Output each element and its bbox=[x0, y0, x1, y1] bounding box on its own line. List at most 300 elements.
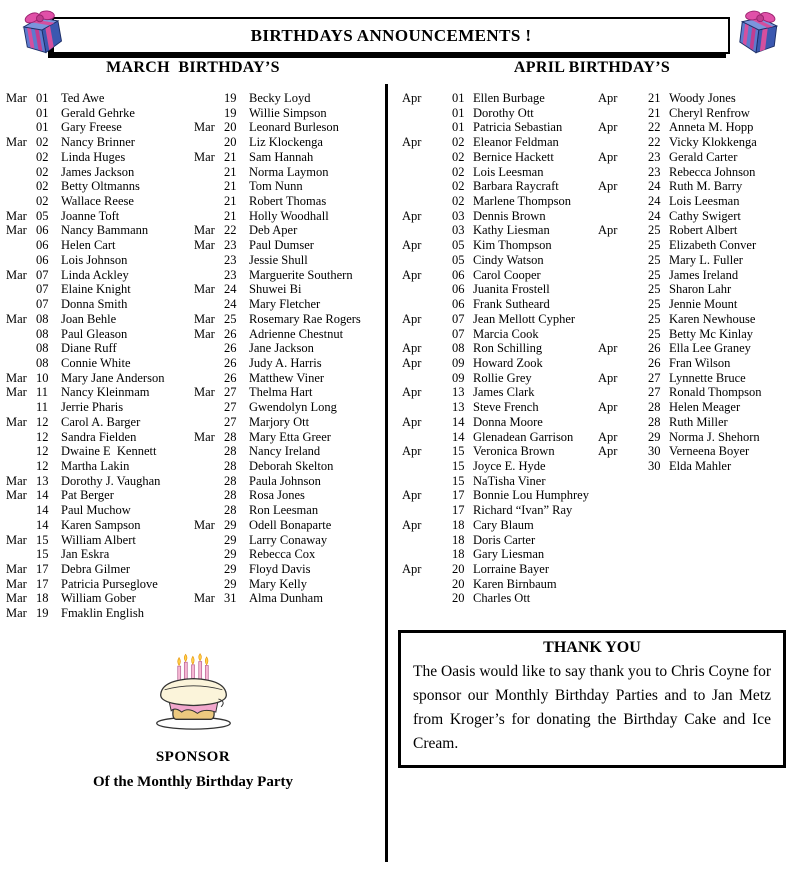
month-label bbox=[402, 253, 452, 268]
list-item bbox=[6, 209, 194, 224]
name-label: Lois Johnson bbox=[61, 252, 128, 267]
list-item bbox=[194, 444, 382, 459]
month-label bbox=[194, 253, 224, 268]
list-item bbox=[194, 474, 382, 489]
list-item bbox=[6, 400, 194, 415]
day-label: 28 bbox=[648, 400, 661, 415]
name-label: Ron Leesman bbox=[249, 503, 319, 518]
name-label: Ruth M. Barry bbox=[669, 179, 743, 194]
month-label: Mar bbox=[194, 591, 215, 606]
month-label: Apr bbox=[402, 355, 422, 370]
day-label: 25 bbox=[648, 326, 661, 341]
list-item bbox=[598, 223, 794, 238]
month-label bbox=[194, 135, 224, 150]
month-label bbox=[6, 253, 36, 268]
name-label: Gerald Gehrke bbox=[61, 105, 135, 120]
name-label: Liz Klockenga bbox=[249, 135, 323, 150]
month-label bbox=[402, 282, 452, 297]
list-item bbox=[194, 562, 382, 577]
thank-you-title: THANK YOU bbox=[543, 639, 641, 656]
list-item bbox=[402, 312, 598, 327]
name-label: Dennis Brown bbox=[473, 208, 546, 223]
month-label bbox=[194, 356, 224, 371]
name-label: Rosa Jones bbox=[249, 488, 305, 503]
day-label: 24 bbox=[648, 194, 661, 209]
name-label: Pat Berger bbox=[61, 488, 114, 503]
name-label: James Clark bbox=[473, 385, 535, 400]
day-label: 01 bbox=[452, 91, 465, 105]
day-label: 08 bbox=[36, 355, 49, 370]
month-label bbox=[402, 400, 452, 415]
list-item bbox=[402, 223, 598, 238]
name-label: Odell Bonaparte bbox=[249, 517, 332, 532]
day-label: 26 bbox=[648, 341, 661, 356]
name-label: Cindy Watson bbox=[473, 252, 544, 267]
name-label: Elizabeth Conver bbox=[669, 238, 757, 253]
list-item bbox=[194, 282, 382, 297]
month-label: Mar bbox=[194, 429, 215, 444]
day-label: 15 bbox=[452, 444, 465, 459]
list-item bbox=[402, 444, 598, 459]
list-item bbox=[6, 297, 194, 312]
name-label: Jean Mellott Cypher bbox=[473, 311, 576, 326]
month-label: Mar bbox=[6, 267, 27, 282]
month-label: Apr bbox=[402, 267, 422, 282]
name-label: Rebecca Johnson bbox=[669, 164, 756, 179]
list-item bbox=[402, 430, 598, 445]
day-label: 28 bbox=[224, 429, 237, 444]
april-list-column-2 bbox=[598, 91, 794, 606]
day-label: 24 bbox=[648, 179, 661, 194]
month-label bbox=[598, 238, 648, 253]
name-label: Mary Jane Anderson bbox=[61, 370, 165, 385]
month-label: Apr bbox=[402, 311, 422, 326]
day-label: 24 bbox=[224, 297, 237, 312]
name-label: Paul Muchow bbox=[61, 503, 131, 518]
month-label: Apr bbox=[402, 135, 422, 150]
name-label: James Jackson bbox=[61, 164, 135, 179]
month-label bbox=[598, 327, 648, 342]
title-banner bbox=[52, 17, 730, 54]
day-label: 28 bbox=[224, 503, 237, 518]
day-label: 06 bbox=[452, 282, 465, 297]
name-label: NaTisha Viner bbox=[473, 473, 546, 488]
month-label bbox=[194, 297, 224, 312]
day-label: 01 bbox=[36, 105, 49, 120]
name-label: Lois Leesman bbox=[473, 164, 544, 179]
name-label: Elda Mahler bbox=[669, 458, 732, 473]
name-label: Gary Liesman bbox=[473, 547, 545, 562]
month-label bbox=[402, 503, 452, 518]
name-label: Glenadean Garrison bbox=[473, 429, 574, 444]
thank-you-box bbox=[398, 630, 786, 768]
day-label: 06 bbox=[36, 223, 49, 238]
list-item bbox=[194, 268, 382, 283]
day-label: 29 bbox=[224, 517, 237, 532]
name-label: Rebecca Cox bbox=[249, 547, 316, 562]
month-label: Apr bbox=[598, 444, 618, 459]
day-label: 07 bbox=[36, 282, 49, 297]
month-label bbox=[402, 194, 452, 209]
month-label bbox=[194, 503, 224, 518]
name-label: Veronica Brown bbox=[473, 444, 555, 459]
list-item bbox=[402, 209, 598, 224]
list-item bbox=[194, 385, 382, 400]
list-item bbox=[598, 297, 794, 312]
day-label: 15 bbox=[36, 532, 49, 547]
day-label: 25 bbox=[648, 238, 661, 253]
day-label: 29 bbox=[648, 429, 661, 444]
month-label: Mar bbox=[6, 223, 27, 238]
day-label: 08 bbox=[36, 326, 49, 341]
day-label: 15 bbox=[452, 458, 465, 473]
name-label: Mary Kelly bbox=[249, 576, 307, 591]
month-label bbox=[6, 356, 36, 371]
list-item bbox=[402, 135, 598, 150]
name-label: Alma Dunham bbox=[249, 591, 323, 606]
day-label: 02 bbox=[36, 194, 49, 209]
month-label bbox=[6, 444, 36, 459]
day-label: 21 bbox=[224, 194, 237, 209]
month-label: Mar bbox=[194, 282, 215, 297]
day-label: 18 bbox=[452, 547, 465, 562]
name-label: Dwaine E Kennett bbox=[61, 444, 157, 459]
list-item bbox=[6, 606, 194, 621]
month-label: Apr bbox=[402, 488, 422, 503]
name-label: Sandra Fielden bbox=[61, 429, 137, 444]
name-label: Sharon Lahr bbox=[669, 282, 732, 297]
day-label: 26 bbox=[224, 341, 237, 356]
day-label: 19 bbox=[36, 606, 49, 621]
day-label: 26 bbox=[648, 355, 661, 370]
name-label: Deborah Skelton bbox=[249, 458, 334, 473]
month-label bbox=[6, 120, 36, 135]
day-label: 29 bbox=[224, 532, 237, 547]
month-label bbox=[598, 253, 648, 268]
name-label: Karen Newhouse bbox=[669, 311, 756, 326]
name-label: Norma Laymon bbox=[249, 164, 329, 179]
list-item bbox=[598, 238, 794, 253]
name-label: Norma J. Shehorn bbox=[669, 429, 760, 444]
day-label: 19 bbox=[224, 91, 237, 105]
name-label: Marguerite Southern bbox=[249, 267, 353, 282]
name-label: Leonard Burleson bbox=[249, 120, 339, 135]
day-label: 23 bbox=[648, 164, 661, 179]
month-label bbox=[194, 341, 224, 356]
name-label: Larry Conaway bbox=[249, 532, 328, 547]
name-label: Marlene Thompson bbox=[473, 194, 572, 209]
list-item bbox=[194, 518, 382, 533]
month-label: Mar bbox=[6, 91, 27, 105]
list-item bbox=[598, 282, 794, 297]
month-label: Apr bbox=[402, 414, 422, 429]
month-label bbox=[194, 562, 224, 577]
day-label: 13 bbox=[36, 473, 49, 488]
list-item bbox=[6, 120, 194, 135]
day-label: 08 bbox=[36, 311, 49, 326]
day-label: 12 bbox=[36, 458, 49, 473]
thank-you-body: The Oasis would like to say thank you to Chris Coyne for sponsor our Monthly Birthday Parties and to Jan Metz from Kroger’s for donating the Birthday Cake and Ice Cream. bbox=[413, 663, 771, 752]
name-label: Mary Etta Greer bbox=[249, 429, 331, 444]
list-item bbox=[402, 591, 598, 606]
list-item bbox=[6, 312, 194, 327]
list-item bbox=[598, 385, 794, 400]
name-label: Karen Birnbaum bbox=[473, 576, 557, 591]
list-item bbox=[402, 533, 598, 548]
month-label bbox=[6, 327, 36, 342]
day-label: 25 bbox=[224, 311, 237, 326]
name-label: Woody Jones bbox=[669, 91, 736, 105]
name-label: Becky Loyd bbox=[249, 91, 311, 105]
list-item bbox=[194, 209, 382, 224]
day-label: 17 bbox=[36, 562, 49, 576]
month-label: Mar bbox=[6, 606, 27, 621]
list-item bbox=[194, 400, 382, 415]
month-label: Apr bbox=[402, 91, 422, 105]
gift-icon bbox=[727, 0, 789, 66]
day-label: 24 bbox=[224, 282, 237, 297]
name-label: Steve French bbox=[473, 400, 539, 415]
list-item bbox=[598, 150, 794, 165]
list-item bbox=[598, 209, 794, 224]
list-item bbox=[194, 415, 382, 430]
day-label: 21 bbox=[648, 91, 661, 105]
list-item bbox=[402, 356, 598, 371]
list-item bbox=[598, 135, 794, 150]
day-label: 20 bbox=[452, 591, 465, 606]
list-item bbox=[598, 415, 794, 430]
month-label: Mar bbox=[6, 385, 27, 400]
name-label: Floyd Davis bbox=[249, 562, 311, 576]
name-label: Ruth Miller bbox=[669, 414, 728, 429]
month-label bbox=[402, 165, 452, 180]
name-label: Robert Thomas bbox=[249, 194, 327, 209]
month-label: Mar bbox=[194, 326, 215, 341]
day-label: 08 bbox=[452, 341, 465, 356]
march-birthday-list bbox=[6, 91, 382, 621]
month-label bbox=[6, 165, 36, 180]
month-label: Mar bbox=[6, 208, 27, 223]
list-item bbox=[194, 371, 382, 386]
day-label: 18 bbox=[36, 591, 49, 606]
name-label: Fmaklin English bbox=[61, 606, 144, 621]
day-label: 02 bbox=[452, 194, 465, 209]
name-label: Jane Jackson bbox=[249, 341, 314, 356]
month-label: Mar bbox=[194, 385, 215, 400]
list-item bbox=[402, 282, 598, 297]
list-item bbox=[402, 165, 598, 180]
day-label: 27 bbox=[648, 385, 661, 400]
list-item bbox=[6, 562, 194, 577]
month-label bbox=[402, 150, 452, 165]
list-item bbox=[402, 106, 598, 121]
name-label: Carol A. Barger bbox=[61, 414, 141, 429]
list-item bbox=[6, 503, 194, 518]
month-label bbox=[6, 106, 36, 121]
day-label: 23 bbox=[224, 238, 237, 253]
list-item bbox=[598, 268, 794, 283]
day-label: 02 bbox=[452, 179, 465, 194]
list-item bbox=[194, 547, 382, 562]
month-label bbox=[402, 297, 452, 312]
month-label: Apr bbox=[402, 444, 422, 459]
name-label: Dorothy Ott bbox=[473, 105, 534, 120]
day-label: 25 bbox=[648, 252, 661, 267]
month-label bbox=[402, 371, 452, 386]
list-item bbox=[6, 430, 194, 445]
name-label: Gerald Carter bbox=[669, 149, 738, 164]
day-label: 17 bbox=[36, 576, 49, 591]
list-item bbox=[598, 179, 794, 194]
day-label: 31 bbox=[224, 591, 237, 606]
day-label: 27 bbox=[224, 414, 237, 429]
month-label bbox=[194, 577, 224, 592]
list-item bbox=[6, 591, 194, 606]
list-item bbox=[402, 297, 598, 312]
name-label: William Albert bbox=[61, 532, 136, 547]
name-label: Linda Ackley bbox=[61, 267, 129, 282]
day-label: 20 bbox=[452, 576, 465, 591]
month-label bbox=[6, 150, 36, 165]
month-label bbox=[402, 106, 452, 121]
name-label: James Ireland bbox=[669, 267, 739, 282]
month-label bbox=[598, 165, 648, 180]
month-label bbox=[194, 209, 224, 224]
day-label: 06 bbox=[452, 297, 465, 312]
name-label: Robert Albert bbox=[669, 223, 738, 238]
month-label bbox=[402, 459, 452, 474]
month-label bbox=[6, 430, 36, 445]
list-item bbox=[598, 341, 794, 356]
list-item bbox=[402, 91, 598, 106]
list-item bbox=[194, 341, 382, 356]
month-label bbox=[6, 179, 36, 194]
day-label: 21 bbox=[224, 149, 237, 164]
name-label: Diane Ruff bbox=[61, 341, 117, 356]
month-label: Mar bbox=[194, 149, 215, 164]
day-label: 08 bbox=[36, 341, 49, 356]
list-item bbox=[598, 459, 794, 474]
month-label bbox=[194, 444, 224, 459]
name-label: Jerrie Pharis bbox=[61, 400, 124, 415]
list-item bbox=[598, 165, 794, 180]
day-label: 20 bbox=[452, 562, 465, 576]
list-item bbox=[6, 444, 194, 459]
day-label: 26 bbox=[224, 326, 237, 341]
day-label: 27 bbox=[224, 385, 237, 400]
list-item bbox=[598, 327, 794, 342]
month-label: Mar bbox=[6, 576, 27, 591]
month-label: Mar bbox=[6, 562, 27, 576]
list-item bbox=[6, 150, 194, 165]
sponsor-subtitle: Of the Monthly Birthday Party bbox=[93, 774, 293, 790]
month-label bbox=[598, 297, 648, 312]
month-label bbox=[194, 194, 224, 209]
name-label: Charles Ott bbox=[473, 591, 531, 606]
list-item bbox=[6, 459, 194, 474]
name-label: Rosemary Rae Rogers bbox=[249, 311, 361, 326]
name-label: Lynnette Bruce bbox=[669, 370, 746, 385]
day-label: 22 bbox=[224, 223, 237, 238]
month-label bbox=[194, 415, 224, 430]
name-label: Anneta M. Hopp bbox=[669, 120, 754, 135]
month-label bbox=[402, 223, 452, 238]
month-label bbox=[6, 238, 36, 253]
name-label: Mary Fletcher bbox=[249, 297, 321, 312]
list-item bbox=[402, 327, 598, 342]
day-label: 28 bbox=[224, 444, 237, 459]
list-item bbox=[402, 577, 598, 592]
month-label: Mar bbox=[6, 591, 27, 606]
name-label: Frank Sutheard bbox=[473, 297, 550, 312]
list-item bbox=[598, 371, 794, 386]
list-item bbox=[194, 488, 382, 503]
day-label: 19 bbox=[224, 105, 237, 120]
list-item bbox=[6, 341, 194, 356]
day-label: 02 bbox=[36, 135, 49, 150]
day-label: 06 bbox=[36, 252, 49, 267]
list-item bbox=[194, 135, 382, 150]
list-item bbox=[402, 518, 598, 533]
list-item bbox=[6, 474, 194, 489]
month-label bbox=[6, 518, 36, 533]
day-label: 11 bbox=[36, 400, 49, 415]
name-label: Willie Simpson bbox=[249, 105, 327, 120]
month-label bbox=[402, 533, 452, 548]
list-item bbox=[402, 562, 598, 577]
list-item bbox=[6, 327, 194, 342]
month-label: Mar bbox=[6, 135, 27, 150]
month-label: Mar bbox=[194, 517, 215, 532]
day-label: 12 bbox=[36, 444, 49, 459]
list-item bbox=[402, 474, 598, 489]
name-label: Rollie Grey bbox=[473, 370, 532, 385]
day-label: 20 bbox=[224, 120, 237, 135]
list-item bbox=[194, 591, 382, 606]
day-label: 07 bbox=[452, 311, 465, 326]
day-label: 27 bbox=[224, 400, 237, 415]
name-label: Wallace Reese bbox=[61, 194, 134, 209]
name-label: Cheryl Renfrow bbox=[669, 105, 750, 120]
day-label: 01 bbox=[452, 105, 465, 120]
month-label bbox=[598, 312, 648, 327]
list-item bbox=[194, 503, 382, 518]
gift-icon bbox=[12, 0, 74, 66]
list-item bbox=[402, 400, 598, 415]
month-label bbox=[194, 459, 224, 474]
name-label: Linda Huges bbox=[61, 149, 126, 164]
day-label: 15 bbox=[36, 547, 49, 562]
day-label: 23 bbox=[224, 267, 237, 282]
day-label: 23 bbox=[648, 149, 661, 164]
day-label: 25 bbox=[648, 223, 661, 238]
list-item bbox=[194, 238, 382, 253]
day-label: 01 bbox=[36, 91, 49, 105]
day-label: 01 bbox=[452, 120, 465, 135]
month-label: Apr bbox=[598, 429, 618, 444]
name-label: Gwendolyn Long bbox=[249, 400, 337, 415]
name-label: Paul Gleason bbox=[61, 326, 128, 341]
name-label: Doris Carter bbox=[473, 532, 536, 547]
name-label: Paul Dumser bbox=[249, 238, 314, 253]
month-label: Apr bbox=[598, 91, 618, 105]
gift-icon bbox=[12, 0, 74, 66]
name-label: Donna Smith bbox=[61, 297, 128, 312]
name-label: Richard “Ivan” Ray bbox=[473, 503, 573, 518]
name-label: Ella Lee Graney bbox=[669, 341, 751, 356]
name-label: Nancy Brinner bbox=[61, 135, 135, 150]
name-label: Jennie Mount bbox=[669, 297, 738, 312]
